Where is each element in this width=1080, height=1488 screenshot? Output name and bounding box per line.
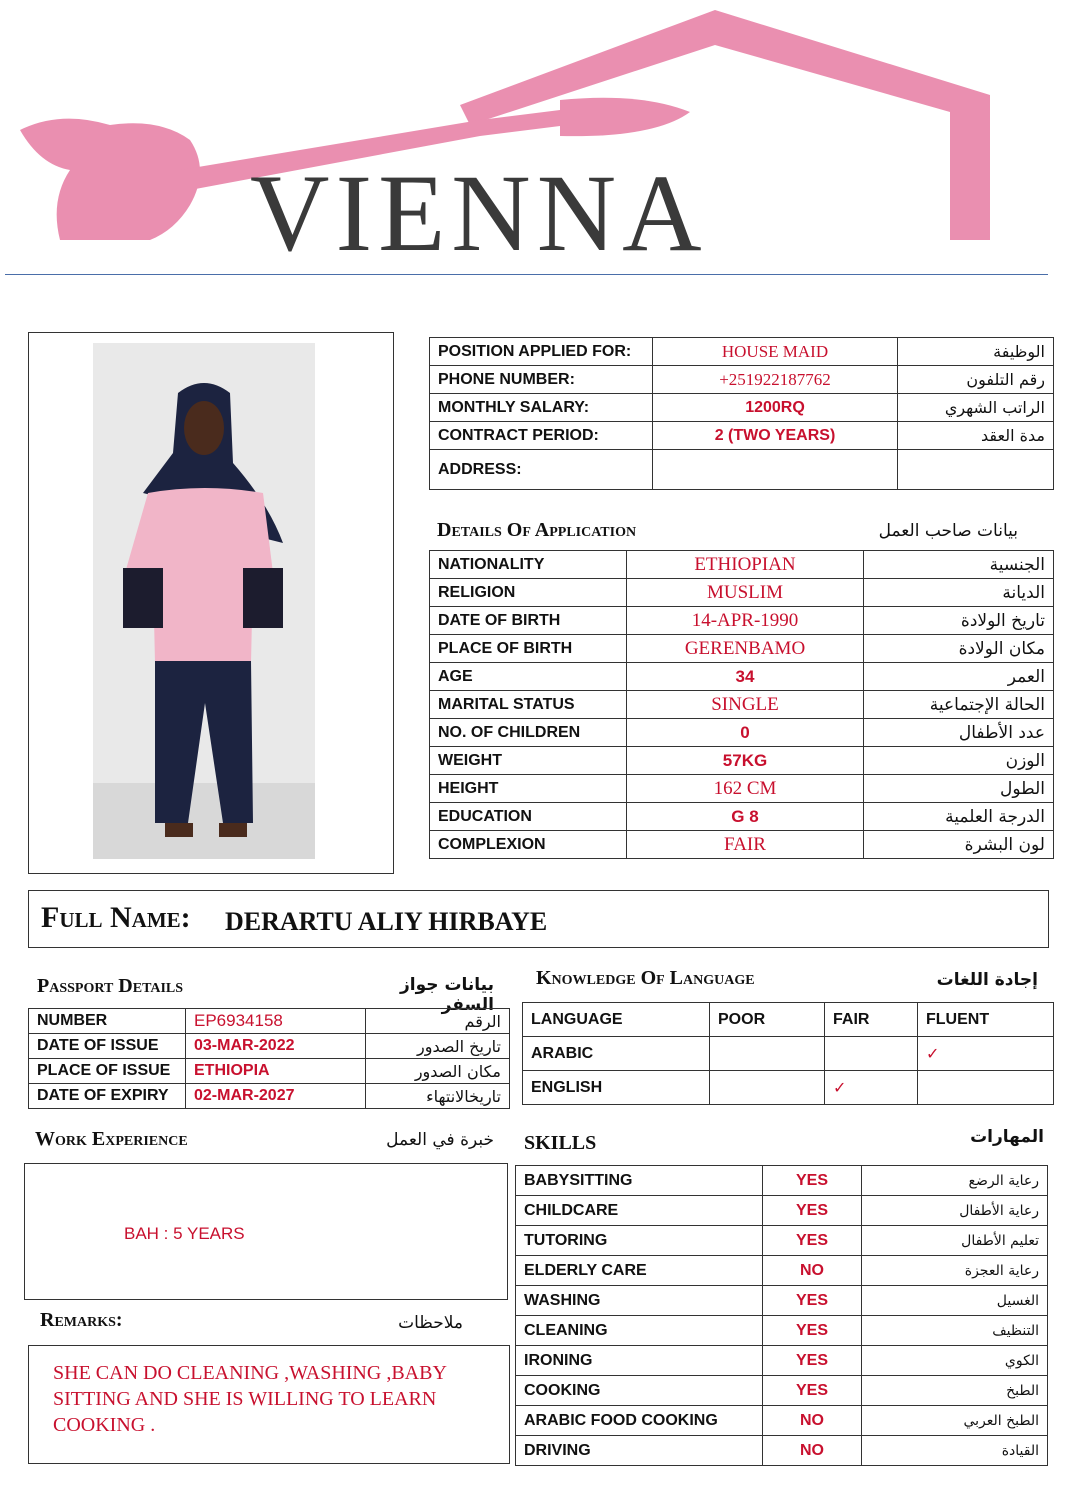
details-label-arabic: لون البشرة: [864, 831, 1054, 859]
skills-row: [516, 1256, 1048, 1286]
full-name-value: DERARTU ALIY HIRBAYE: [225, 907, 548, 936]
details-row: [430, 747, 1054, 775]
skills-row: [516, 1436, 1048, 1466]
details-row: [430, 635, 1054, 663]
details-label: WEIGHT: [430, 747, 627, 775]
details-label: DATE OF BIRTH: [430, 607, 627, 635]
skill-value: YES: [763, 1166, 862, 1196]
details-row: [430, 831, 1054, 859]
skill-value: YES: [763, 1196, 862, 1226]
skill-label: WASHING: [516, 1286, 763, 1316]
position-label-arabic: الراتب الشهري: [898, 394, 1054, 422]
passport-title: Passport Details: [37, 975, 184, 997]
skill-label-arabic: التنظيف: [862, 1316, 1048, 1346]
language-row: [523, 1071, 1054, 1105]
passport-value: 02-MAR-2027: [186, 1084, 366, 1109]
details-row: [430, 607, 1054, 635]
language-check: [710, 1037, 825, 1071]
details-label-arabic: الحالة الإجتماعية: [864, 691, 1054, 719]
passport-value: ETHIOPIA: [186, 1059, 366, 1084]
details-value: GERENBAMO: [627, 635, 864, 663]
skill-label: CLEANING: [516, 1316, 763, 1346]
passport-title-arabic: بيانات جواز السفر: [400, 975, 494, 1015]
passport-label-arabic: تاريخ الصدور: [366, 1034, 510, 1059]
details-title: Details Of Application: [437, 519, 637, 541]
language-header: FLUENT: [918, 1003, 1054, 1037]
work-box: [24, 1163, 508, 1300]
language-header-row: [523, 1003, 1054, 1037]
skill-value: YES: [763, 1286, 862, 1316]
details-label: AGE: [430, 663, 627, 691]
passport-value: EP6934158: [186, 1009, 366, 1034]
skills-row: [516, 1406, 1048, 1436]
position-label-arabic: مدة العقد: [898, 422, 1054, 450]
skills-row: [516, 1316, 1048, 1346]
details-label-arabic: الديانة: [864, 579, 1054, 607]
details-value: 0: [627, 719, 864, 747]
candidate-photo: [93, 343, 315, 859]
skill-value: YES: [763, 1226, 862, 1256]
language-table: [522, 1002, 1054, 1105]
position-label: ADDRESS:: [430, 450, 653, 490]
details-label-arabic: تاريخ الولادة: [864, 607, 1054, 635]
details-label: HEIGHT: [430, 775, 627, 803]
work-text: BAH : 5 YEARS: [124, 1224, 245, 1243]
skills-row: [516, 1286, 1048, 1316]
skills-title: SKILLS: [524, 1132, 597, 1154]
language-header: LANGUAGE: [523, 1003, 710, 1037]
position-row: [430, 394, 1054, 422]
position-row: [430, 338, 1054, 366]
passport-row: [29, 1084, 510, 1109]
passport-row: [29, 1009, 510, 1034]
passport-label: DATE OF EXPIRY: [29, 1084, 186, 1109]
position-label: CONTRACT PERIOD:: [430, 422, 653, 450]
position-label: POSITION APPLIED FOR:: [430, 338, 653, 366]
position-row: [430, 450, 1054, 490]
skills-row: [516, 1376, 1048, 1406]
details-label: MARITAL STATUS: [430, 691, 627, 719]
details-value: MUSLIM: [627, 579, 864, 607]
skill-label-arabic: الطبخ العربي: [862, 1406, 1048, 1436]
work-title: Work Experience: [35, 1128, 188, 1150]
skills-row: [516, 1346, 1048, 1376]
work-title-arabic: خبرة في العمل: [386, 1130, 494, 1150]
full-name-label: Full Name:: [41, 901, 191, 934]
position-table: [429, 337, 1054, 490]
details-row: [430, 691, 1054, 719]
logo-header: [0, 0, 1080, 275]
skill-label-arabic: الغسيل: [862, 1286, 1048, 1316]
details-value: ETHIOPIAN: [627, 551, 864, 579]
details-value: 14-APR-1990: [627, 607, 864, 635]
position-label-arabic: [898, 450, 1054, 490]
position-value: 2 (TWO YEARS): [653, 422, 898, 450]
details-label-arabic: الجنسية: [864, 551, 1054, 579]
details-value: 162 CM: [627, 775, 864, 803]
language-header: POOR: [710, 1003, 825, 1037]
passport-value: 03-MAR-2022: [186, 1034, 366, 1059]
details-label-arabic: الطول: [864, 775, 1054, 803]
language-name: ENGLISH: [523, 1071, 710, 1105]
remarks-title-arabic: ملاحظات: [398, 1313, 463, 1333]
passport-label: PLACE OF ISSUE: [29, 1059, 186, 1084]
details-label: COMPLEXION: [430, 831, 627, 859]
passport-label-arabic: الرقم: [366, 1009, 510, 1034]
details-label: NATIONALITY: [430, 551, 627, 579]
skill-label-arabic: رعاية الأطفال: [862, 1196, 1048, 1226]
skill-value: YES: [763, 1346, 862, 1376]
position-row: [430, 422, 1054, 450]
details-value: 34: [627, 663, 864, 691]
details-label: PLACE OF BIRTH: [430, 635, 627, 663]
remarks-title: Remarks:: [40, 1309, 123, 1331]
full-name-box: [28, 890, 1049, 948]
position-label-arabic: رقم التلفون: [898, 366, 1054, 394]
skill-label: DRIVING: [516, 1436, 763, 1466]
language-title: Knowledge Of Language: [536, 967, 755, 989]
skill-value: YES: [763, 1376, 862, 1406]
skill-value: NO: [763, 1406, 862, 1436]
skill-label: CHILDCARE: [516, 1196, 763, 1226]
language-check: ✓: [825, 1071, 918, 1105]
skills-title-arabic: المهارات: [970, 1127, 1044, 1147]
details-table: [429, 550, 1054, 859]
details-label-arabic: عدد الأطفال: [864, 719, 1054, 747]
skill-value: NO: [763, 1256, 862, 1286]
skills-row: [516, 1196, 1048, 1226]
skill-label-arabic: الكوي: [862, 1346, 1048, 1376]
skill-label: BABYSITTING: [516, 1166, 763, 1196]
skills-table: [515, 1165, 1048, 1466]
position-value: [653, 450, 898, 490]
skill-label-arabic: الطبخ: [862, 1376, 1048, 1406]
details-row: [430, 719, 1054, 747]
brand-name: VIENNA: [250, 152, 708, 274]
passport-label: NUMBER: [29, 1009, 186, 1034]
skill-label-arabic: رعاية العجزة: [862, 1256, 1048, 1286]
position-label-arabic: الوظيفة: [898, 338, 1054, 366]
photo-frame: [28, 332, 394, 874]
details-row: [430, 663, 1054, 691]
position-row: [430, 366, 1054, 394]
language-check: [918, 1071, 1054, 1105]
position-label: PHONE NUMBER:: [430, 366, 653, 394]
language-name: ARABIC: [523, 1037, 710, 1071]
passport-row: [29, 1034, 510, 1059]
position-value: 1200RQ: [653, 394, 898, 422]
passport-label-arabic: مكان الصدور: [366, 1059, 510, 1084]
details-label-arabic: العمر: [864, 663, 1054, 691]
skill-label: ARABIC FOOD COOKING: [516, 1406, 763, 1436]
passport-row: [29, 1059, 510, 1084]
skill-label-arabic: تعليم الأطفال: [862, 1226, 1048, 1256]
skill-label-arabic: القيادة: [862, 1436, 1048, 1466]
language-row: [523, 1037, 1054, 1071]
position-value: +251922187762: [653, 366, 898, 394]
position-value: HOUSE MAID: [653, 338, 898, 366]
details-value: G 8: [627, 803, 864, 831]
passport-label: DATE OF ISSUE: [29, 1034, 186, 1059]
details-value: 57KG: [627, 747, 864, 775]
details-label-arabic: الوزن: [864, 747, 1054, 775]
skill-label: TUTORING: [516, 1226, 763, 1256]
skill-value: YES: [763, 1316, 862, 1346]
details-label: NO. OF CHILDREN: [430, 719, 627, 747]
details-row: [430, 551, 1054, 579]
language-title-arabic: إجادة اللغات: [936, 970, 1038, 990]
details-label: RELIGION: [430, 579, 627, 607]
language-header: FAIR: [825, 1003, 918, 1037]
details-title-arabic: بيانات صاحب العمل: [878, 521, 1018, 541]
details-row: [430, 803, 1054, 831]
skill-label: COOKING: [516, 1376, 763, 1406]
details-label: EDUCATION: [430, 803, 627, 831]
remarks-text: SHE CAN DO CLEANING ,WASHING ,BABY SITTING AND SHE IS WILLING TO LEARN COOKING .: [53, 1362, 447, 1436]
skill-label: IRONING: [516, 1346, 763, 1376]
details-value: SINGLE: [627, 691, 864, 719]
skill-label-arabic: رعاية الرضع: [862, 1166, 1048, 1196]
skills-row: [516, 1166, 1048, 1196]
language-check: [825, 1037, 918, 1071]
skill-value: NO: [763, 1436, 862, 1466]
details-row: [430, 579, 1054, 607]
details-row: [430, 775, 1054, 803]
language-check: ✓: [918, 1037, 1054, 1071]
passport-label-arabic: تاريخالانتهاء: [366, 1084, 510, 1109]
skills-row: [516, 1226, 1048, 1256]
details-label-arabic: مكان الولادة: [864, 635, 1054, 663]
skill-label: ELDERLY CARE: [516, 1256, 763, 1286]
language-check: [710, 1071, 825, 1105]
passport-table: [28, 1008, 510, 1109]
remarks-box: [28, 1345, 510, 1464]
position-label: MONTHLY SALARY:: [430, 394, 653, 422]
details-value: FAIR: [627, 831, 864, 859]
details-label-arabic: الدرجة العلمية: [864, 803, 1054, 831]
